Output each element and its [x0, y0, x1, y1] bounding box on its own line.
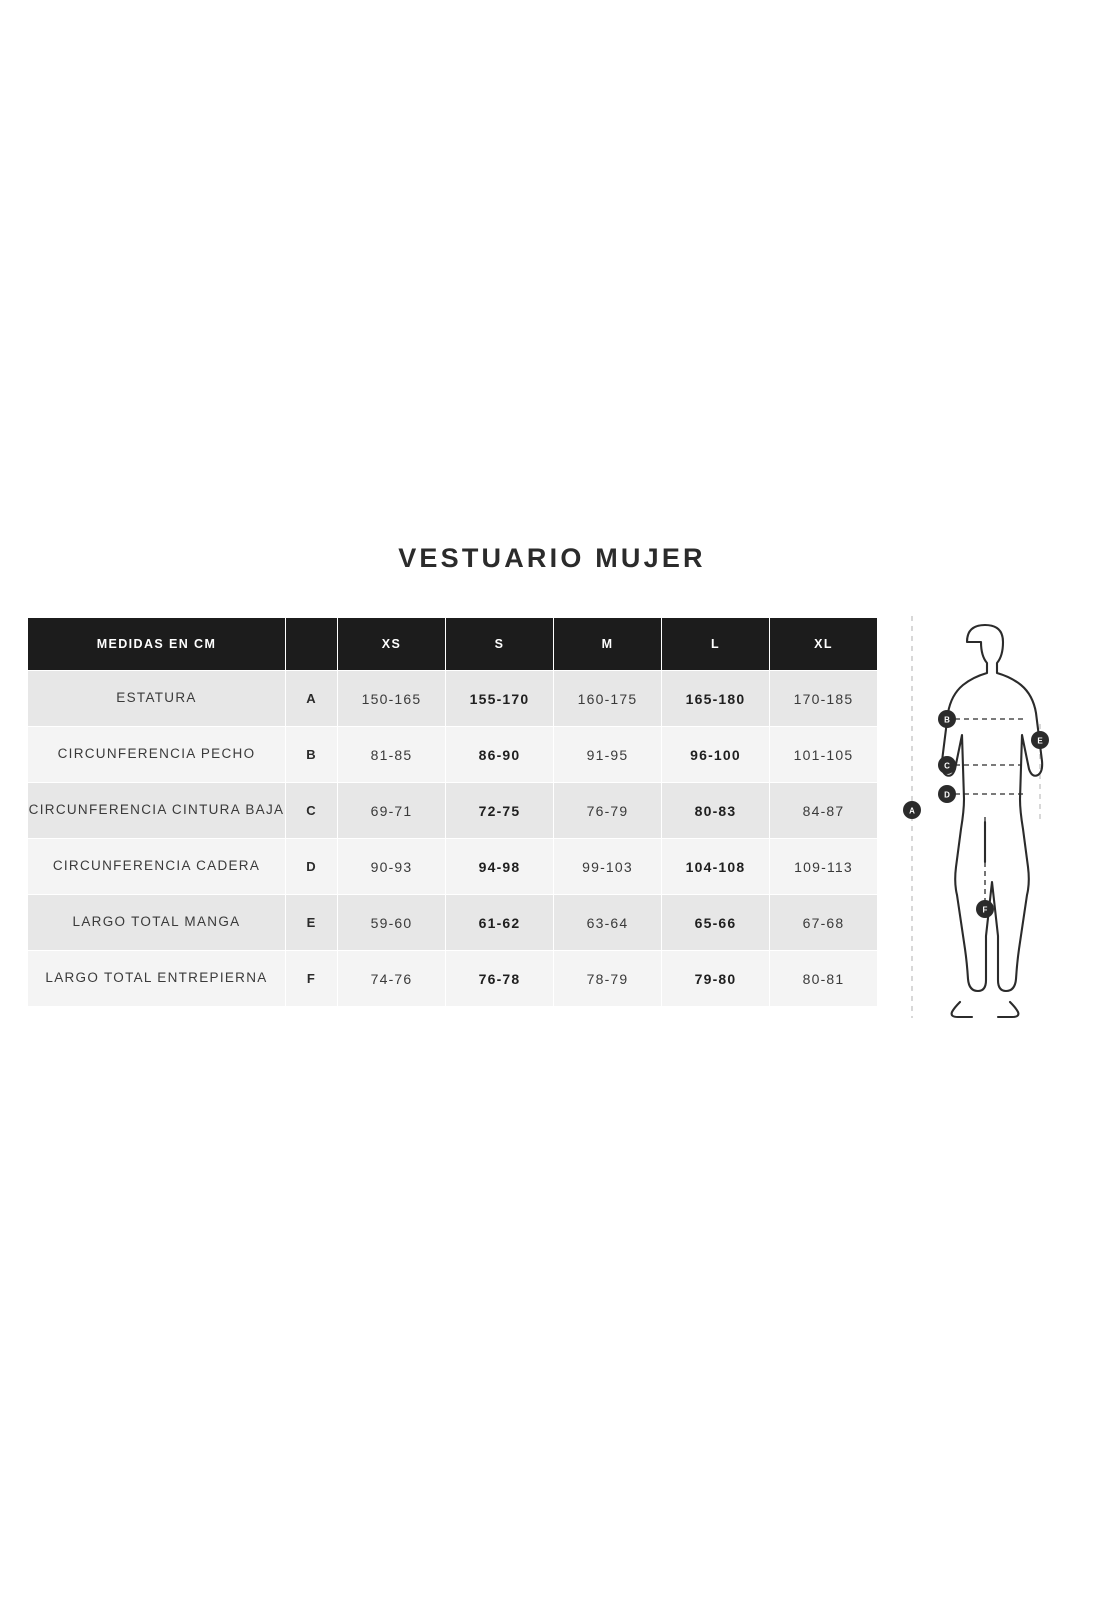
row-key: B [286, 727, 338, 783]
header-size-m: M [554, 618, 662, 671]
header-size-l: L [662, 618, 770, 671]
cell-s: 155-170 [446, 671, 554, 727]
row-label: LARGO TOTAL ENTREPIERNA [28, 951, 286, 1007]
table-header-row [28, 618, 878, 671]
body-outline [942, 625, 1042, 1017]
cell-xs: 59-60 [338, 895, 446, 951]
badge-e-label: E [1037, 736, 1043, 746]
badge-d-label: D [944, 790, 950, 800]
cell-s: 94-98 [446, 839, 554, 895]
badge-b [938, 710, 956, 728]
table-row [28, 783, 878, 839]
table-row [28, 727, 878, 783]
header-size-s: S [446, 618, 554, 671]
cell-s: 72-75 [446, 783, 554, 839]
header-key [286, 618, 338, 671]
header-size-xl: XL [770, 618, 878, 671]
size-table-container [27, 617, 877, 1007]
cell-xl: 80-81 [770, 951, 878, 1007]
cell-l: 104-108 [662, 839, 770, 895]
body-measurement-diagram [890, 612, 1080, 1022]
cell-l: 80-83 [662, 783, 770, 839]
table-header [28, 618, 878, 671]
cell-l: 165-180 [662, 671, 770, 727]
row-key: D [286, 839, 338, 895]
row-label: CIRCUNFERENCIA PECHO [28, 727, 286, 783]
cell-l: 79-80 [662, 951, 770, 1007]
cell-m: 99-103 [554, 839, 662, 895]
cell-m: 76-79 [554, 783, 662, 839]
badge-a-label: A [909, 806, 915, 816]
row-key: A [286, 671, 338, 727]
badge-f [976, 900, 994, 918]
row-label: LARGO TOTAL MANGA [28, 895, 286, 951]
badge-e [1031, 731, 1049, 749]
row-label: CIRCUNFERENCIA CINTURA BAJA [28, 783, 286, 839]
header-size-xs: XS [338, 618, 446, 671]
header-measures-label: MEDIDAS EN CM [28, 618, 286, 671]
cell-xl: 67-68 [770, 895, 878, 951]
cell-xs: 90-93 [338, 839, 446, 895]
cell-m: 63-64 [554, 895, 662, 951]
cell-xs: 74-76 [338, 951, 446, 1007]
cell-xl: 101-105 [770, 727, 878, 783]
cell-xl: 170-185 [770, 671, 878, 727]
cell-s: 76-78 [446, 951, 554, 1007]
cell-xl: 84-87 [770, 783, 878, 839]
row-key: C [286, 783, 338, 839]
cell-l: 96-100 [662, 727, 770, 783]
cell-xs: 69-71 [338, 783, 446, 839]
cell-l: 65-66 [662, 895, 770, 951]
table-row [28, 671, 878, 727]
row-label: ESTATURA [28, 671, 286, 727]
row-key: F [286, 951, 338, 1007]
size-table [27, 617, 878, 1007]
cell-s: 61-62 [446, 895, 554, 951]
table-row [28, 895, 878, 951]
table-row [28, 951, 878, 1007]
table-row [28, 839, 878, 895]
badge-f-label: F [982, 905, 988, 915]
cell-xl: 109-113 [770, 839, 878, 895]
row-label: CIRCUNFERENCIA CADERA [28, 839, 286, 895]
badge-c [938, 756, 956, 774]
cell-m: 91-95 [554, 727, 662, 783]
badge-c-label: C [944, 761, 950, 771]
cell-m: 160-175 [554, 671, 662, 727]
cell-xs: 81-85 [338, 727, 446, 783]
row-key: E [286, 895, 338, 951]
table-body [28, 671, 878, 1007]
figure-svg [890, 612, 1080, 1022]
cell-xs: 150-165 [338, 671, 446, 727]
badge-b-label: B [944, 715, 950, 725]
cell-s: 86-90 [446, 727, 554, 783]
badge-a [903, 801, 921, 819]
cell-m: 78-79 [554, 951, 662, 1007]
page-title: VESTUARIO MUJER [398, 543, 706, 573]
badge-d [938, 785, 956, 803]
